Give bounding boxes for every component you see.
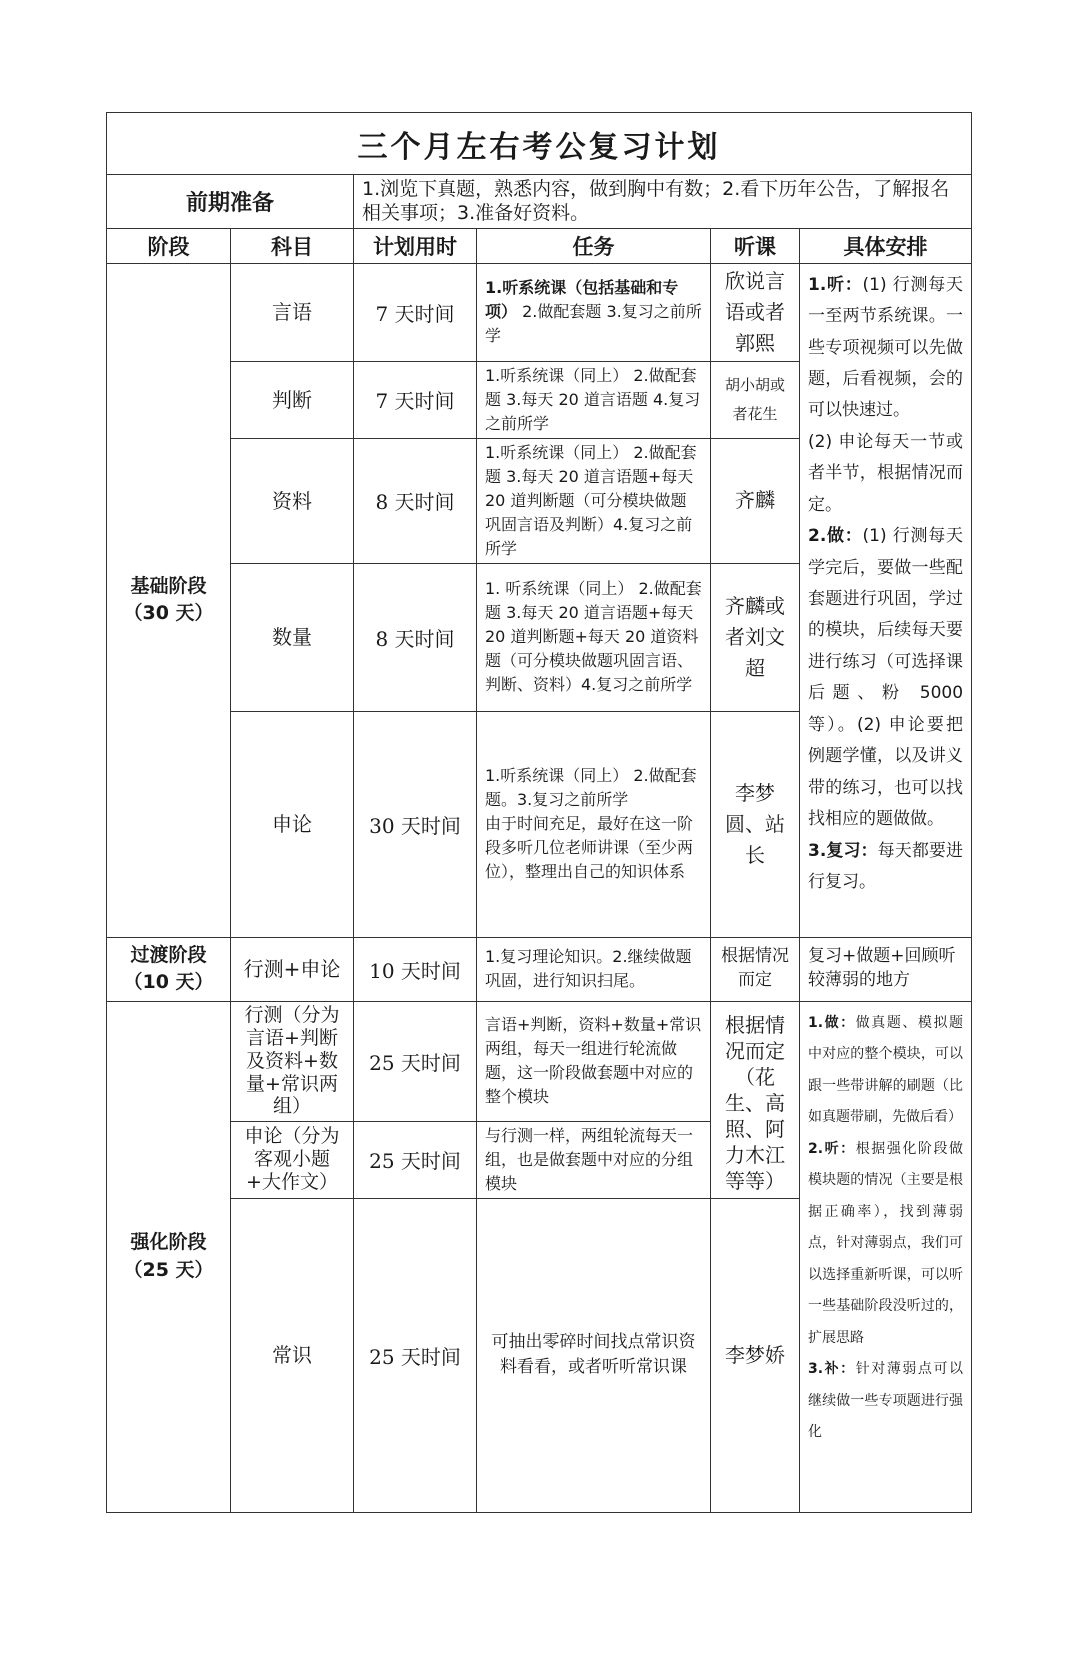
schedule-intensive bbox=[800, 1001, 972, 1512]
teacher-cell: 欣说言语或者郭熙 bbox=[711, 263, 800, 361]
table-row bbox=[107, 263, 972, 361]
subject-cell: 行测（分为言语+判断及资料+数量+常识两组） bbox=[231, 1001, 354, 1121]
task-cell: 1.复习理论知识。2.继续做题巩固，进行知识扫尾。 bbox=[477, 937, 711, 1001]
schedule-basic-p2-label: 2.做： bbox=[808, 526, 863, 547]
schedule-basic bbox=[800, 263, 972, 937]
subject-cell: 资料 bbox=[231, 438, 354, 563]
teacher-cell: 李梦圆、站长 bbox=[711, 711, 800, 937]
stage-basic-name: 基础阶段 bbox=[130, 574, 207, 597]
title-row bbox=[107, 113, 972, 175]
task-line-1: 1.听系统课（同上） 2.做配套题。3.复习之前所学 bbox=[485, 766, 697, 810]
page-title: 三个月左右考公复习计划 bbox=[107, 113, 972, 175]
schedule-intensive-p3-label: 3.补： bbox=[808, 1361, 856, 1378]
task-bold: 1.听系统课（包括基础和专项） bbox=[485, 278, 679, 322]
schedule-basic-p1-text2: (2) 申论每天一节或者半节，根据情况而定。 bbox=[808, 431, 964, 515]
prep-row bbox=[107, 175, 972, 229]
stage-basic bbox=[107, 263, 231, 937]
task-cell: 1.听系统课（同上） 2.做配套题 3.每天 20 道言语题 4.复习之前所学 bbox=[477, 361, 711, 438]
table-row bbox=[107, 1001, 972, 1121]
schedule-transition: 复习+做题+回顾听较薄弱的地方 bbox=[800, 937, 972, 1001]
task-cell bbox=[477, 263, 711, 361]
prep-label: 前期准备 bbox=[107, 175, 354, 229]
schedule-intensive-p2-label: 2.听： bbox=[808, 1140, 856, 1157]
teacher-cell: 根据情况而定 bbox=[711, 937, 800, 1001]
subject-cell: 常识 bbox=[231, 1198, 354, 1512]
subject-cell: 行测+申论 bbox=[231, 937, 354, 1001]
schedule-basic-p3-text: 每天都要进行复习。 bbox=[808, 840, 964, 892]
task-cell: 1. 听系统课（同上） 2.做配套题 3.每天 20 道言语题+每天 20 道判断题+每天 20 道资料题（可分模块做题巩固言语、判断、资料）4.复习之前所学 bbox=[477, 563, 711, 711]
task-line-2: 由于时间充足，最好在这一阶段多听几位老师讲课（至少两位），整理出自己的知识体系 bbox=[485, 814, 694, 882]
subject-cell: 申论 bbox=[231, 711, 354, 937]
schedule-intensive-p3-text: 针对薄弱点可以继续做一些专项题进行强化 bbox=[808, 1361, 964, 1441]
table-row bbox=[107, 937, 972, 1001]
stage-intensive bbox=[107, 1001, 231, 1512]
header-stage: 阶段 bbox=[107, 228, 231, 263]
task-cell bbox=[477, 711, 711, 937]
schedule-intensive-p1-text: 做真题、模拟题中对应的整个模块，可以跟一些带讲解的刷题（比如真题带刷，先做后看） bbox=[808, 1014, 964, 1126]
stage-intensive-days: （25 天） bbox=[123, 1258, 214, 1281]
schedule-basic-p3-label: 3.复习： bbox=[808, 840, 878, 861]
time-cell: 10 天时间 bbox=[354, 937, 477, 1001]
subject-cell: 申论（分为客观小题+大作文） bbox=[231, 1121, 354, 1198]
time-cell: 8 天时间 bbox=[354, 438, 477, 563]
schedule-basic-p2-text: (1) 行测每天学完后，要做一些配套题进行巩固，学过的模块，后续每天要进行练习（可选择课后题、粉 5000 等）。(2) 申论要把例题学懂，以及讲义带的练习，也可以找找相应的题做做。 bbox=[808, 526, 964, 830]
time-cell: 8 天时间 bbox=[354, 563, 477, 711]
study-plan-table bbox=[106, 112, 972, 1513]
time-cell: 30 天时间 bbox=[354, 711, 477, 937]
prep-text: 1.浏览下真题，熟悉内容，做到胸中有数；2.看下历年公告，了解报名相关事项；3.准备好资料。 bbox=[354, 175, 972, 229]
stage-transition-name: 过渡阶段 bbox=[130, 943, 207, 966]
time-cell: 25 天时间 bbox=[354, 1121, 477, 1198]
task-cell: 可抽出零碎时间找点常识资料看看，或者听听常识课 bbox=[477, 1198, 711, 1512]
stage-basic-days: （30 天） bbox=[123, 602, 214, 625]
stage-intensive-name: 强化阶段 bbox=[130, 1231, 207, 1254]
teacher-cell: 齐麟或者刘文超 bbox=[711, 563, 800, 711]
schedule-intensive-p1-label: 1.做： bbox=[808, 1014, 856, 1031]
teacher-cell: 李梦娇 bbox=[711, 1198, 800, 1512]
subject-cell: 判断 bbox=[231, 361, 354, 438]
time-cell: 7 天时间 bbox=[354, 361, 477, 438]
task-cell: 与行测一样，两组轮流每天一组，也是做套题中对应的分组模块 bbox=[477, 1121, 711, 1198]
subject-cell: 数量 bbox=[231, 563, 354, 711]
header-teacher: 听课 bbox=[711, 228, 800, 263]
teacher-cell: 齐麟 bbox=[711, 438, 800, 563]
header-schedule: 具体安排 bbox=[800, 228, 972, 263]
task-rest: 2.做配套题 3.复习之前所学 bbox=[485, 302, 702, 346]
task-cell: 言语+判断，资料+数量+常识两组，每天一组进行轮流做题，这一阶段做套题中对应的整个模块 bbox=[477, 1001, 711, 1121]
schedule-basic-p1-label: 1.听： bbox=[808, 274, 863, 295]
stage-transition-days: （10 天） bbox=[123, 971, 214, 994]
task-cell: 1.听系统课（同上） 2.做配套题 3.每天 20 道言语题+每天 20 道判断题（可分模块做题巩固言语及判断）4.复习之前所学 bbox=[477, 438, 711, 563]
header-task: 任务 bbox=[477, 228, 711, 263]
time-cell: 7 天时间 bbox=[354, 263, 477, 361]
teacher-cell-shared: 根据情况而定（花生、高照、阿力木江等等） bbox=[711, 1001, 800, 1198]
schedule-basic-p1-text: (1) 行测每天一至两节系统课。一些专项视频可以先做题，后看视频，会的可以快速过。 bbox=[808, 274, 964, 421]
schedule-intensive-p2-text: 根据强化阶段做模块题的情况（主要是根据正确率），找到薄弱点，针对薄弱点，我们可以选择重新听课，可以听一些基础阶段没听过的，扩展思路 bbox=[808, 1140, 964, 1346]
header-time: 计划用时 bbox=[354, 228, 477, 263]
stage-transition bbox=[107, 937, 231, 1001]
header-subject: 科目 bbox=[231, 228, 354, 263]
time-cell: 25 天时间 bbox=[354, 1198, 477, 1512]
teacher-cell: 胡小胡或者花生 bbox=[711, 361, 800, 438]
subject-cell: 言语 bbox=[231, 263, 354, 361]
header-row bbox=[107, 228, 972, 263]
time-cell: 25 天时间 bbox=[354, 1001, 477, 1121]
